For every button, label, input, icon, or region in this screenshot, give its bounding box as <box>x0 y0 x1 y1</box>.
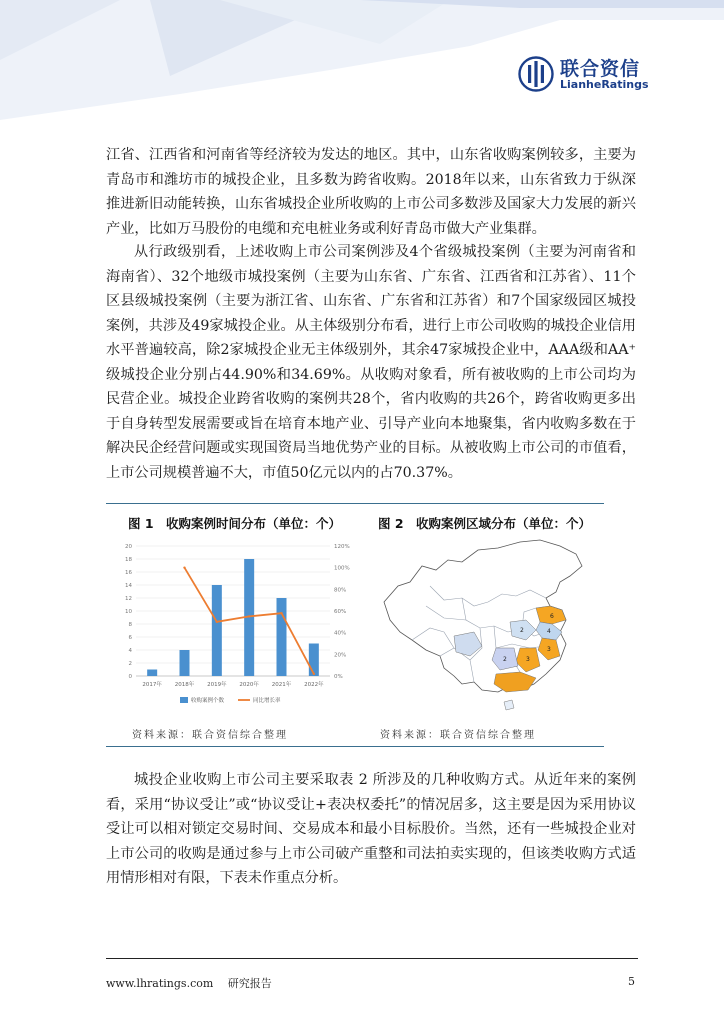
x-tick-label: 2020年 <box>239 682 259 688</box>
legend-line-label: 同比增长率 <box>253 698 281 704</box>
figure-top-rule <box>106 503 604 504</box>
figure-1-title: 图 1 收购案例时间分布（单位：个） <box>128 516 342 531</box>
growth-rate-point <box>216 621 218 623</box>
logo-english-name: LianheRatings <box>560 78 649 91</box>
logo-chinese-name: 联合资信 <box>560 58 641 80</box>
map-label-jiangsu: 4 <box>547 628 551 635</box>
map-label-hunan: 2 <box>503 656 507 663</box>
growth-rate-point <box>280 612 282 614</box>
region-hainan <box>504 700 514 710</box>
bar-1 <box>147 670 157 677</box>
bar-6 <box>309 644 319 677</box>
company-logo <box>518 52 658 96</box>
y-tick-label: 16 <box>125 570 132 576</box>
y-tick-label: 6 <box>128 635 132 641</box>
map-label-zhejiang: 3 <box>547 646 551 653</box>
x-tick-label: 2017年 <box>142 682 162 688</box>
y-tick-label: 14 <box>125 583 132 589</box>
y-tick-label: 8 <box>128 622 132 628</box>
paragraph-3: 城投企业收购上市公司主要采取表 2 所涉及的几种收购方式。从近年来的案例看，采用“协议受让”或“协议受让+表决权委托”的情况居多，这主要是因为采用协议受让可以相对锁定交易时间、交易成本和最小目标股价。当然，还有一些城投企业对上市公司的收购是通过参与上市公司破产重整和司法拍卖实现的，但该类收购方式适用情形相对有限，下表未作重点分析。 <box>106 772 636 886</box>
footer-website: www.lhratings.com 研究报告 <box>106 977 272 990</box>
x-tick-label: 2018年 <box>174 682 195 688</box>
figure-2-source: 资料来源：联合资信综合整理 <box>380 730 536 741</box>
y-tick-label: 20 <box>125 544 132 550</box>
growth-rate-point <box>313 673 315 675</box>
y-tick-label: 18 <box>125 557 132 563</box>
legend-bar-swatch <box>180 697 188 703</box>
y-tick-label: 2 <box>128 661 132 667</box>
y2-tick-label: 120% <box>334 544 350 550</box>
figure-1-source: 资料来源：联合资信综合整理 <box>132 730 288 741</box>
bar-5 <box>277 598 287 676</box>
y-tick-label: 12 <box>125 596 132 602</box>
legend-bar-label: 收购案例个数 <box>191 698 225 704</box>
x-tick-label: 2019年 <box>207 682 227 688</box>
x-tick-label: 2021年 <box>271 682 292 688</box>
growth-rate-point <box>183 566 185 568</box>
footer-rule <box>106 958 638 959</box>
figure-2-china-map <box>370 536 602 720</box>
y2-tick-label: 60% <box>334 609 347 615</box>
figure-1-chart <box>110 536 358 716</box>
y2-tick-label: 100% <box>334 565 350 572</box>
bar-3 <box>212 585 222 676</box>
map-label-shandong: 6 <box>550 613 554 620</box>
growth-rate-point <box>248 615 250 617</box>
page-number: 5 <box>628 975 635 988</box>
map-label-henan: 2 <box>520 627 524 634</box>
y2-tick-label: 40% <box>334 630 347 637</box>
y-tick-label: 0 <box>128 674 132 680</box>
paragraph-1: 江省、江西省和河南省等经济较为发达的地区。其中，山东省收购案例较多，主要为青岛市和潍坊市的城投企业，且多数为跨省收购。2018年以来，山东省致力于纵深推进新旧动能转换，山东省城投企业所收购的上市公司多数涉及国家大力发展的新兴产业，比如万马股份的电缆和充电桩业务或利好青岛市做大产业集群。 <box>106 147 636 237</box>
y-tick-label: 4 <box>128 648 132 654</box>
paragraph-2: 从行政级别看，上述收购上市公司案例涉及4个省级城投案例（主要为河南省和海南省）、32个地级市城投案例（主要为山东省、广东省、江西省和江苏省）、11个区县级城投案例（主要为浙江省、山东省、广东省和江苏省）和7个国家级园区城投案例，共涉及49家城投企业。从主体级别分布看，进行上市公司收购的城投企业信用水平普遍较高，除2家城投企业无主体级别外，其余47家城投企业中，AAA级和AA⁺级城投企业分别占44.90%和34.69%。从收购对象看，所有被收购的上市公司均为民营企业。城投企业跨省收购的案例共28个，省内收购的共26个，跨省收购更多出于自身转型发展需要或旨在培育本地产业、引导产业向本地聚集，省内收购多数在于解决民企经营问题或实现国资局当地优势产业的目标。从被收购上市公司的市值看，上市公司规模普遍不大，市值50亿元以内的占70.37%。 <box>106 244 636 481</box>
y-tick-label: 10 <box>125 609 132 615</box>
x-tick-label: 2022年 <box>304 682 324 688</box>
lianhe-logo-icon <box>518 56 554 92</box>
y2-tick-label: 0% <box>334 674 343 680</box>
figure-bottom-rule <box>106 746 604 747</box>
figure-2-title: 图 2 收购案例区域分布（单位：个） <box>378 516 592 531</box>
map-label-jiangxi: 3 <box>526 656 530 663</box>
y2-tick-label: 20% <box>334 652 347 659</box>
bar-2 <box>180 650 190 676</box>
y2-tick-label: 80% <box>334 587 347 594</box>
